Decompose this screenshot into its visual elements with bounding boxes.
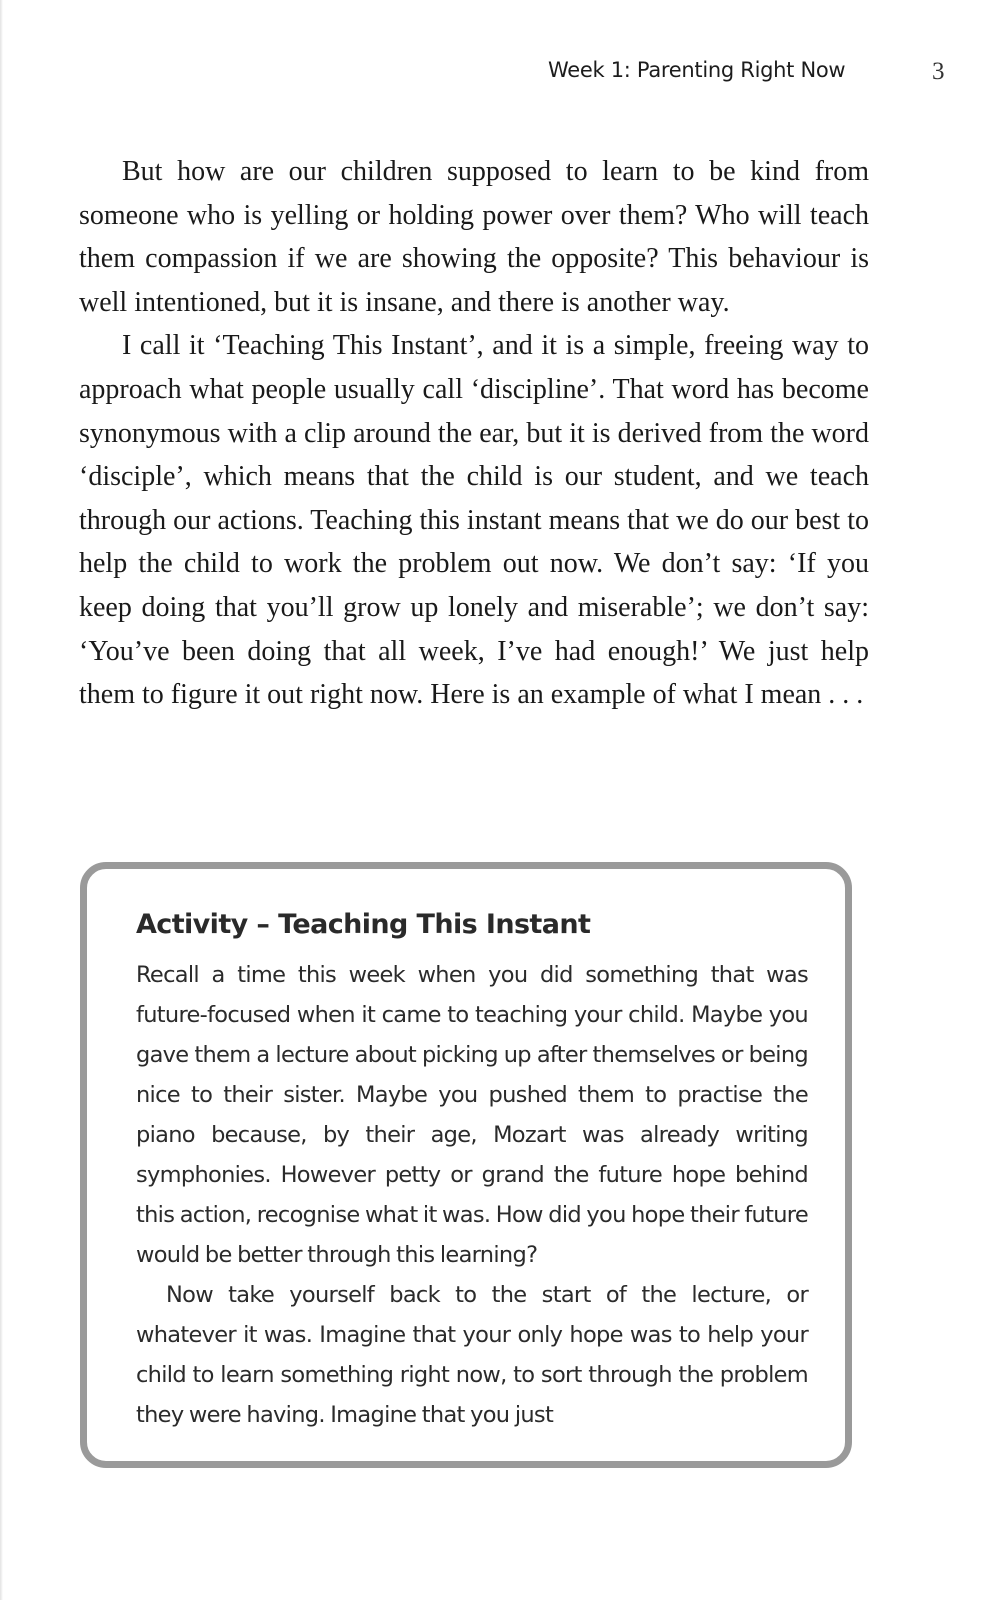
activity-paragraph: Recall a time this week when you did something that was future-focused when it came to teaching your child. Maybe you gave them a lecture about picking up after themselves or being nice to their sister. Maybe you pushed them to practise the piano because, by their age, Mozart was already writing symphonies. However petty or grand the future hope behind this action, recognise what it was. How did you hope their future would be better through this learning? xyxy=(136,962,808,1268)
page-gutter-shadow xyxy=(0,0,3,1600)
activity-paragraph: Now take yourself back to the start of the lecture, or whatever it was. Imagine that your only hope was to help your child to learn something right now, to sort through the problem they were having. Imagine that you just xyxy=(136,1282,808,1428)
activity-title: Activity – Teaching This Instant xyxy=(136,909,591,940)
body-text xyxy=(79,150,869,717)
body-paragraph: But how are our children supposed to learn to be kind from someone who is yelling or holding power over them? Who will teach them compassion if we are showing the opposite? This behaviour is well intentioned, but it is insane, and there is another way. xyxy=(79,156,869,318)
running-head: Week 1: Parenting Right Now xyxy=(548,58,846,82)
body-paragraph: I call it ‘Teaching This Instant’, and it is a simple, freeing way to approach what people usually call ‘discipline’. That word has become synonymous with a clip around the ear, but it is derived from the word ‘disciple’, which means that the child is our student, and we teach through our actions. Teaching this instant means that we do our best to help the child to work the problem out now. We don’t say: ‘If you keep doing that you’ll grow up lonely and miserable’; we don’t say: ‘You’ve been doing that all week, I’ve had enough!’ We just help them to figure it out right now. Here is an example of what I mean . . . xyxy=(79,330,869,711)
activity-box xyxy=(80,862,852,1468)
activity-body xyxy=(136,955,808,1435)
page-number: 3 xyxy=(932,58,945,85)
